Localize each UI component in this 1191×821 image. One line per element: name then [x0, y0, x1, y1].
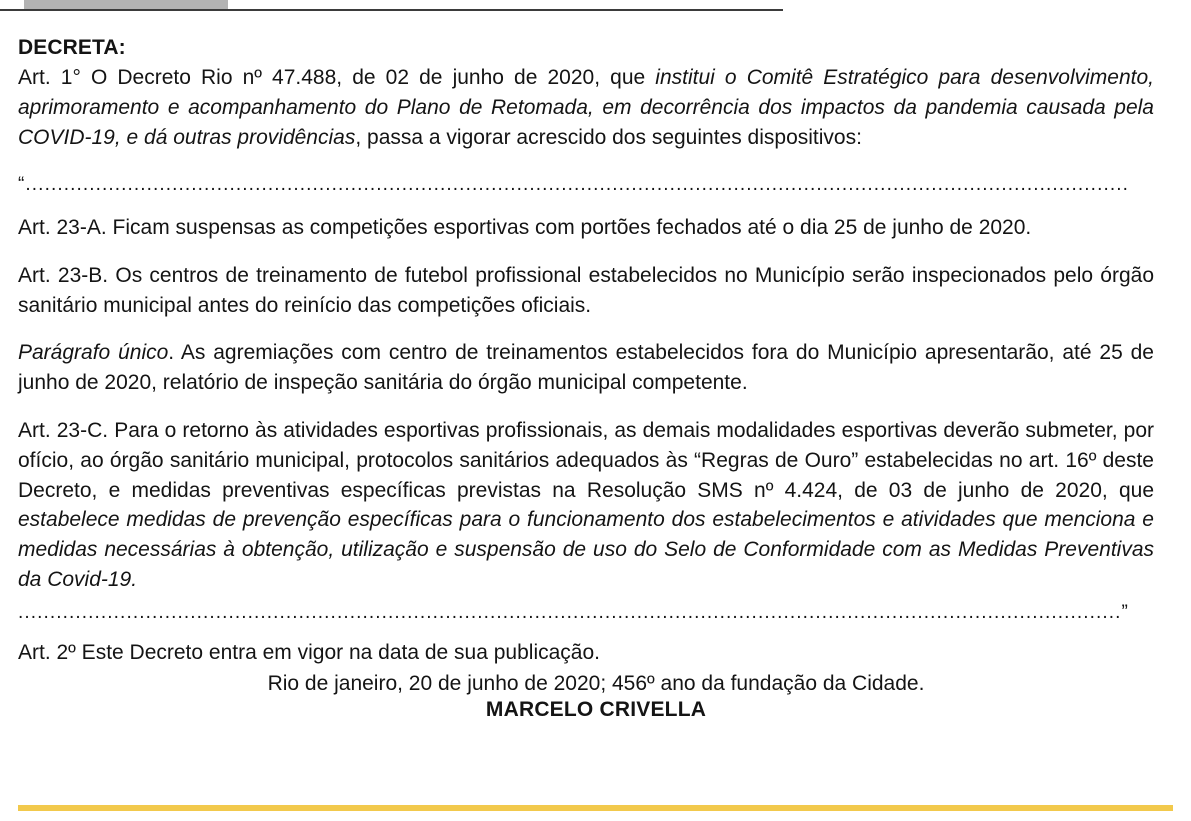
page-header-decoration [0, 0, 1191, 16]
paragrafo-unico-text: . As agremiações com centro de treinamentos estabelecidos fora do Município apresentarão, até 25 de junho de 2020, relatório de inspeção sanitária do órgão municipal competente. [18, 341, 1154, 395]
page-footer-rule [18, 805, 1173, 811]
signature-name: MARCELO CRIVELLA [485, 697, 707, 721]
article-23c-paragraph [18, 416, 1154, 595]
article-23b-paragraph: Art. 23-B. Os centros de treinamento de futebol profissional estabelecidos no Município serão inspecionados pelo órgão sanitário municipal antes do reinício das competições oficiais. [18, 263, 1154, 317]
header-dark-rule [0, 9, 783, 11]
paragrafo-unico-label: Parágrafo único [18, 341, 169, 365]
place-and-date-line: Rio de janeiro, 20 de junho de 2020; 456º ano da fundação da Cidade. [267, 671, 925, 695]
article-1-paragraph [18, 63, 1154, 152]
quote-close-dotted-line [18, 601, 1154, 622]
quote-open-dots-text: “............................................................................................................................................................................. [18, 173, 1129, 195]
article-23c-prefix: Art. 23-C. Para o retorno às atividades esportivas profissionais, as demais modalidades esportivas deverão submeter, por ofício, ao órgão sanitário municipal, protocolos sanitários adequados às “Regras de Ouro” estabelecidas no art. 16º deste Decreto, e medidas preventivas específicas previstas na Resolução SMS nº 4.424, de 03 de junho de 2020, que [18, 419, 1154, 502]
paragrafo-unico-paragraph [18, 338, 1154, 398]
article-1-prefix: Art. 1° O Decreto Rio nº 47.488, de 02 de junho de 2020, que [18, 66, 656, 90]
article-23a-paragraph: Art. 23-A. Ficam suspensas as competições esportivas com portões fechados até o dia 25 de junho de 2020. [18, 215, 1032, 239]
quote-open-dotted-line [18, 171, 1154, 197]
article-1-italic-citation: institui o Comitê Estratégico para desenvolvimento, aprimoramento e acompanhamento do Plano de Retomada, em decorrência dos impactos da pandemia causada pela COVID-19, e dá outras providências [18, 66, 1155, 149]
decree-heading: DECRETA: [18, 36, 126, 59]
article-2-paragraph: Art. 2º Este Decreto entra em vigor na data de sua publicação. [18, 640, 600, 664]
quote-close-dots-text: .............................................................................................................................................................................” [18, 601, 1129, 622]
article-23c-italic-citation: estabelece medidas de prevenção específicas para o funcionamento dos estabelecimentos e atividades que menciona e medidas necessárias à obtenção, utilização e suspensão de uso do Selo de Conformidade com as Medidas Preventivas da Covid-19. [18, 508, 1154, 592]
decree-document [18, 34, 1154, 722]
article-1-suffix: , passa a vigorar acrescido dos seguintes dispositivos: [355, 125, 862, 149]
